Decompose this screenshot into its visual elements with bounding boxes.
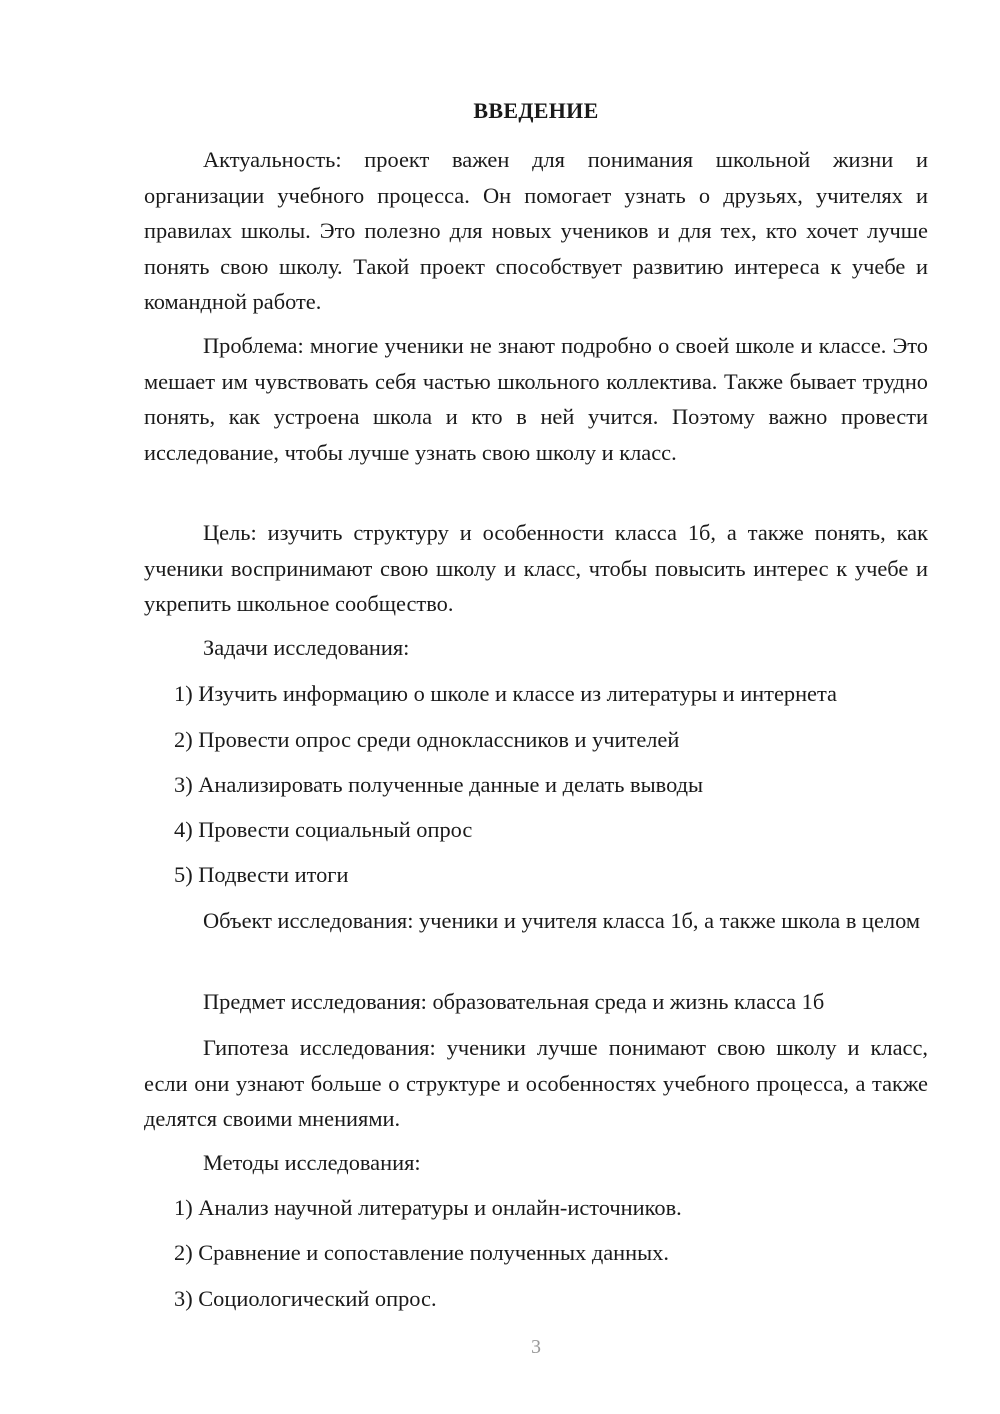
section-title: ВВЕДЕНИЕ <box>473 98 599 123</box>
task-item: 4) Провести социальный опрос <box>174 817 473 842</box>
method-item: 2) Сравнение и сопоставление полученных данных. <box>174 1240 669 1265</box>
relevance-paragraph: Актуальность: проект важен для понимания школьной жизни и организации учебного процесса. Он помогает узнать о друзьях, учителях и правилах школы. Это полезно для новых учеников и для тех, кто хочет лучше понять свою школу. Такой проект способствует развитию интереса к учебе и командной работе. <box>144 147 928 314</box>
problem-paragraph: Проблема: многие ученики не знают подробно о своей школе и классе. Это мешает им чувствовать себя частью школьного коллектива. Также бывает трудно понять, как устроена школа и кто в ней учится. Поэтому важно провести исследование, чтобы лучше узнать свою школу и класс. <box>144 333 928 465</box>
method-item: 3) Социологический опрос. <box>174 1286 437 1311</box>
object-paragraph: Объект исследования: ученики и учителя класса 1б, а также школа в целом <box>203 908 921 933</box>
tasks-heading: Задачи исследования: <box>203 635 410 660</box>
page-number: 3 <box>531 1336 541 1358</box>
document-page <box>144 0 928 1414</box>
task-item: 1) Изучить информацию о школе и классе из литературы и интернета <box>174 681 837 706</box>
hypothesis-paragraph: Гипотеза исследования: ученики лучше понимают свою школу и класс, если они узнают больше о структуре и особенностях учебного процесса, а также делятся своими мнениями. <box>144 1035 928 1131</box>
goal-paragraph: Цель: изучить структуру и особенности класса 1б, а также понять, как ученики воспринимают свою школу и класс, чтобы повысить интерес к учебе и укрепить школьное сообщество. <box>144 520 928 616</box>
method-item: 1) Анализ научной литературы и онлайн-источников. <box>174 1195 682 1220</box>
task-item: 5) Подвести итоги <box>174 862 349 887</box>
task-item: 2) Провести опрос среди одноклассников и учителей <box>174 727 680 752</box>
task-item: 3) Анализировать полученные данные и делать выводы <box>174 772 704 797</box>
methods-heading: Методы исследования: <box>203 1150 421 1175</box>
subject-paragraph: Предмет исследования: образовательная среда и жизнь класса 1б <box>203 989 825 1014</box>
